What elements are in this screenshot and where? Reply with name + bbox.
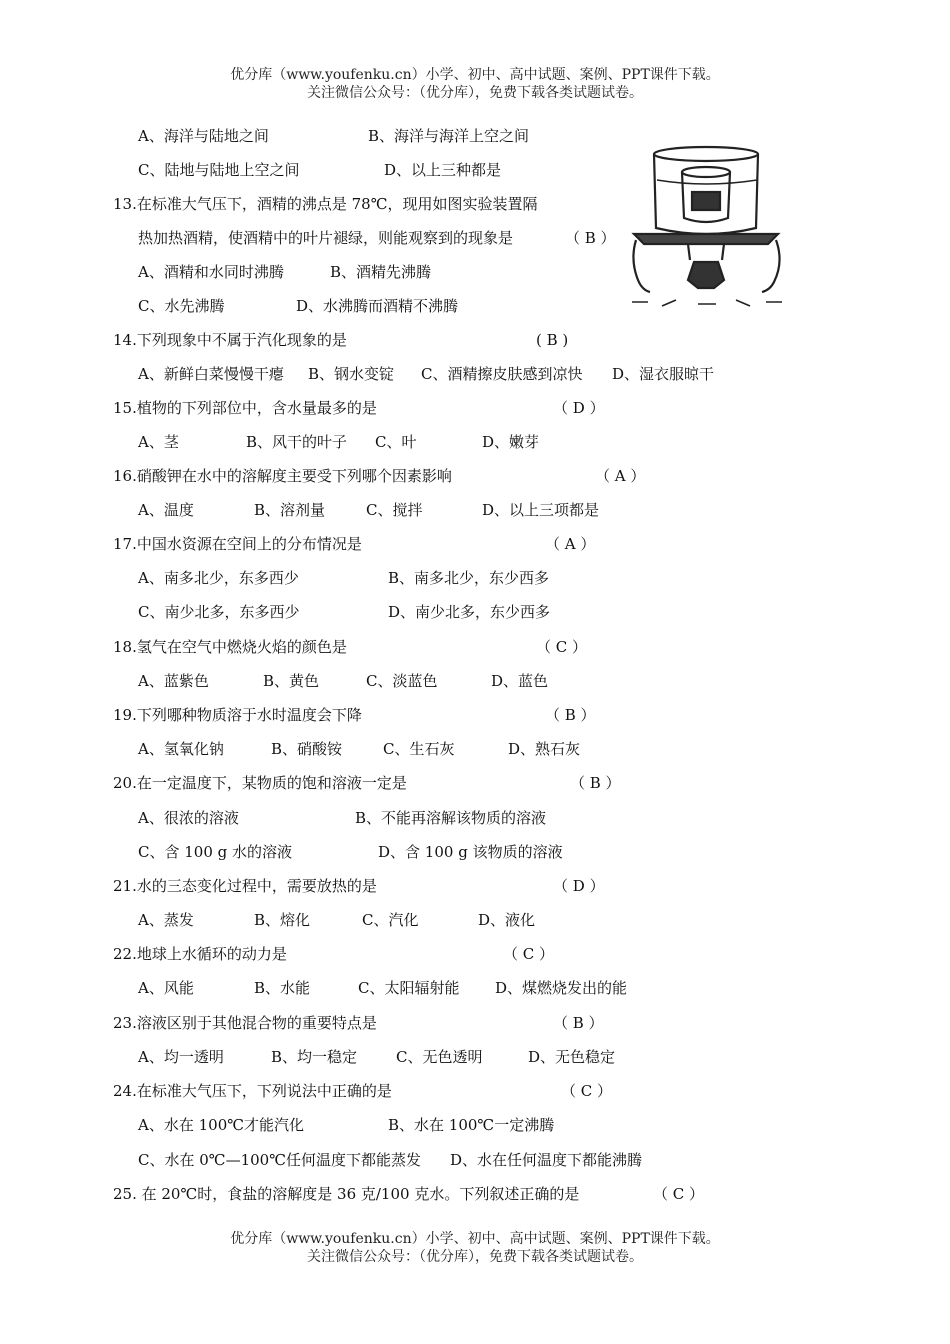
q19-option-b: B、硝酸铵: [271, 740, 343, 758]
q19-stem: 19.下列哪种物质溶于水时温度会下降: [113, 706, 362, 724]
q20-answer: （ B ）: [570, 774, 621, 792]
q16-option-c: C、搅拌: [366, 501, 423, 519]
q14-option-c: C、酒精擦皮肤感到凉快: [421, 365, 583, 383]
q21-option-b: B、熔化: [254, 911, 311, 929]
q18-stem: 18.氢气在空气中燃烧火焰的颜色是: [113, 638, 347, 656]
q21-option-c: C、汽化: [362, 911, 419, 929]
q12-option-a: A、海洋与陆地之间: [138, 127, 269, 145]
page-header: [0, 66, 950, 102]
q23-option-c: C、无色透明: [396, 1048, 483, 1066]
q15-stem: 15.植物的下列部位中，含水量最多的是: [113, 399, 377, 417]
q22-answer: （ C ）: [503, 945, 555, 963]
q15-option-a: A、茎: [138, 433, 179, 451]
q21-answer: （ D ）: [553, 877, 605, 895]
q22-option-a: A、风能: [138, 979, 194, 997]
q19-option-d: D、熟石灰: [508, 740, 581, 758]
q19-option-c: C、生石灰: [383, 740, 455, 758]
q21-option-d: D、液化: [478, 911, 536, 929]
q14-option-d: D、湿衣服晾干: [612, 365, 715, 383]
q13-option-c: C、水先沸腾: [138, 297, 225, 315]
q18-option-c: C、淡蓝色: [366, 672, 438, 690]
q12-option-c: C、陆地与陆地上空之间: [138, 161, 300, 179]
q13-option-d: D、水沸腾而酒精不沸腾: [296, 297, 459, 315]
q22-stem: 22.地球上水循环的动力是: [113, 945, 287, 963]
page-footer: [0, 1230, 950, 1266]
q17-option-c: C、南少北多，东多西少: [138, 603, 300, 621]
q24-option-a: A、水在 100℃才能汽化: [138, 1116, 305, 1134]
header-line-1: 优分库（www.youfenku.cn）小学、初中、高中试题、案例、PPT课件下载。: [230, 67, 720, 83]
apparatus-drawing: [628, 140, 788, 320]
q18-option-d: D、蓝色: [491, 672, 549, 690]
q22-option-c: C、太阳辐射能: [358, 979, 460, 997]
q23-option-d: D、无色稳定: [528, 1048, 616, 1066]
q14-answer: ( B ): [536, 331, 569, 349]
q20-option-b: B、不能再溶解该物质的溶液: [355, 809, 547, 827]
q15-option-d: D、嫩芽: [482, 433, 540, 451]
header-line-2: 关注微信公众号：（优分库），免费下载各类试题试卷。: [307, 85, 643, 101]
experiment-apparatus-figure: [628, 140, 788, 320]
q18-option-a: A、蓝紫色: [138, 672, 209, 690]
q16-option-b: B、溶剂量: [254, 501, 326, 519]
q16-stem: 16.硝酸钾在水中的溶解度主要受下列哪个因素影响: [113, 467, 452, 485]
q15-answer: （ D ）: [553, 399, 605, 417]
q17-option-d: D、南少北多，东少西多: [388, 603, 551, 621]
q20-option-c: C、含 100 g 水的溶液: [138, 843, 293, 861]
q18-answer: （ C ）: [536, 638, 588, 656]
q18-option-b: B、黄色: [263, 672, 320, 690]
q19-answer: （ B ）: [545, 706, 596, 724]
q24-option-b: B、水在 100℃一定沸腾: [388, 1116, 555, 1134]
q13-stem: 13.在标准大气压下，酒精的沸点是 78℃，现用如图实验装置隔: [113, 195, 538, 213]
q16-option-a: A、温度: [138, 501, 194, 519]
q12-option-d: D、以上三种都是: [384, 161, 502, 179]
q12-option-b: B、海洋与海洋上空之间: [368, 127, 530, 145]
q21-option-a: A、蒸发: [138, 911, 194, 929]
q23-option-a: A、均一透明: [138, 1048, 224, 1066]
q24-answer: （ C ）: [561, 1082, 613, 1100]
q17-option-b: B、南多北少，东少西多: [388, 569, 550, 587]
q17-stem: 17.中国水资源在空间上的分布情况是: [113, 535, 362, 553]
q13-option-a: A、酒精和水同时沸腾: [138, 263, 284, 281]
q21-stem: 21.水的三态变化过程中，需要放热的是: [113, 877, 377, 895]
q15-option-c: C、叶: [375, 433, 417, 451]
q17-answer: （ A ）: [545, 535, 596, 553]
q25-stem: 25. 在 20℃时，食盐的溶解度是 36 克/100 克水。下列叙述正确的是: [113, 1185, 580, 1203]
q16-answer: （ A ）: [595, 467, 646, 485]
q13-answer: （ B ）: [565, 229, 616, 247]
q16-option-d: D、以上三项都是: [482, 501, 600, 519]
q13-option-b: B、酒精先沸腾: [330, 263, 432, 281]
q23-answer: （ B ）: [553, 1014, 604, 1032]
footer-line-2: 关注微信公众号：（优分库），免费下载各类试题试卷。: [307, 1249, 643, 1265]
q14-option-a: A、新鲜白菜慢慢干瘪: [138, 365, 284, 383]
footer-line-1: 优分库（www.youfenku.cn）小学、初中、高中试题、案例、PPT课件下载。: [230, 1231, 720, 1247]
q25-answer: （ C ）: [653, 1185, 705, 1203]
q14-option-b: B、钢水变锭: [308, 365, 395, 383]
q24-option-c: C、水在 0℃—100℃任何温度下都能蒸发: [138, 1151, 421, 1169]
q13-stem-text: 热加热酒精，使酒精中的叶片褪绿，则能观察到的现象是: [138, 229, 514, 247]
q15-option-b: B、风干的叶子: [246, 433, 348, 451]
q20-option-d: D、含 100 g 该物质的溶液: [378, 843, 563, 861]
q17-option-a: A、南多北少，东多西少: [138, 569, 299, 587]
q14-stem: 14.下列现象中不属于汽化现象的是: [113, 331, 347, 349]
q22-option-d: D、煤燃烧发出的能: [495, 979, 628, 997]
q22-option-b: B、水能: [254, 979, 311, 997]
q23-option-b: B、均一稳定: [271, 1048, 358, 1066]
q24-option-d: D、水在任何温度下都能沸腾: [450, 1151, 643, 1169]
q20-stem: 20.在一定温度下，某物质的饱和溶液一定是: [113, 774, 407, 792]
q19-option-a: A、氢氧化钠: [138, 740, 224, 758]
q20-option-a: A、很浓的溶液: [138, 809, 239, 827]
q24-stem: 24.在标准大气压下，下列说法中正确的是: [113, 1082, 392, 1100]
q23-stem: 23.溶液区别于其他混合物的重要特点是: [113, 1014, 377, 1032]
